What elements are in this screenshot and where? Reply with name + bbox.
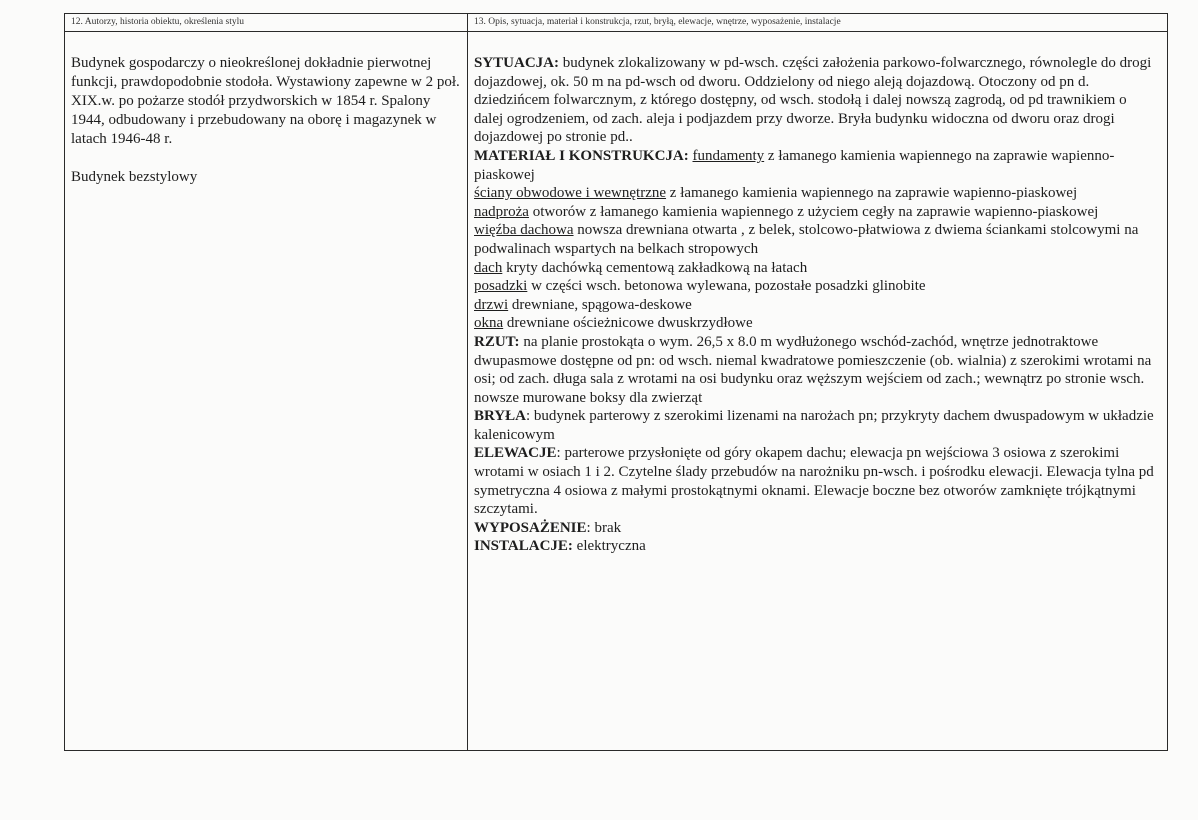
material-term: dach bbox=[474, 259, 503, 276]
description-header: 13. Opis, sytuacja, materiał i konstrukcja, rzut, bryłą, elewacje, wnętrze, wyposażenie, instalacje bbox=[468, 14, 1167, 32]
material-text: drewniane, spągowa-deskowe bbox=[508, 296, 692, 313]
installation-label: INSTALACJE: bbox=[474, 538, 573, 555]
material-term: posadzki bbox=[474, 278, 528, 295]
situation-label: SYTUACJA: bbox=[474, 55, 560, 71]
description-body bbox=[468, 32, 1167, 556]
elevation-paragraph bbox=[474, 444, 1157, 518]
style-text: Budynek bezstylowy bbox=[71, 169, 198, 185]
mass-label: BRYŁA bbox=[474, 408, 526, 425]
installation-text: elektryczna bbox=[572, 538, 646, 555]
material-item bbox=[474, 203, 1157, 222]
material-label: MATERIAŁ I KONSTRUKCJA: bbox=[474, 147, 689, 164]
material-item bbox=[474, 184, 1157, 203]
material-item bbox=[474, 221, 1157, 258]
material-text: z łamanego kamienia wapiennego na zaprawie wapienno-piaskowej bbox=[666, 185, 1078, 202]
plan-paragraph bbox=[474, 333, 1157, 407]
history-column bbox=[65, 14, 468, 750]
plan-text: na planie prostokąta o wym. 26,5 x 8.0 m wydłużonego wschód-zachód, wnętrze jednotraktowe dwupasmowe dostępne od pn: od wsch. niemal kwadratowe pomieszczenie (ob. wialnia) z szerokimi wrotami na osi; od zach. długa sala z wrotami na osi budynku oraz węższym wejściem od zach.; wewnątrz po stronie wsch. nowsze murowane boksy dla zwierząt bbox=[474, 333, 1152, 406]
history-header: 12. Autorzy, historia obiektu, określenia stylu bbox=[65, 14, 467, 32]
equipment-paragraph bbox=[474, 519, 1157, 538]
material-term: ściany obwodowe i wewnętrzne bbox=[474, 185, 667, 202]
material-term: okna bbox=[474, 315, 504, 332]
equipment-text: : brak bbox=[586, 519, 622, 536]
material-term: drzwi bbox=[474, 296, 509, 313]
elevation-label: ELEWACJE bbox=[474, 445, 557, 462]
material-text: w części wsch. betonowa wylewana, pozostałe posadzki glinobite bbox=[527, 278, 926, 295]
form-table bbox=[64, 13, 1168, 751]
material-term: nadproża bbox=[474, 203, 529, 220]
mass-paragraph bbox=[474, 407, 1157, 444]
material-item bbox=[474, 277, 1157, 296]
installation-paragraph bbox=[474, 537, 1157, 556]
material-text: z łamanego kamienia wapiennego na zaprawie wapienno-piaskowej bbox=[474, 147, 1115, 183]
elevation-text: : parterowe przysłonięte od góry okapem dachu; elewacja pn wejściowa 3 osiowa z szerokimi wrotami w osiach 1 i 2. Czytelne ślady przebudów na narożniku pn-wsch. i pośrodku elewacji. Elewacja tylna pd symetryczna 4 osiowa z małymi prostokątnymi oknami. Elewacje boczne bez otworów zamknięte trójkątnymi szczytami. bbox=[474, 445, 1154, 518]
material-item bbox=[474, 314, 1157, 333]
material-text: nowsza drewniana otwarta , z belek, stolcowo-płatwiowa z dwiema ściankami stolcowymi na podwalinach wspartych na belkach stropowych bbox=[474, 222, 1139, 257]
history-body bbox=[65, 32, 467, 187]
material-text: drewniane ościeżnicowe dwuskrzydłowe bbox=[503, 315, 753, 332]
history-text: Budynek gospodarczy o nieokreślonej dokładnie pierwotnej funkcji, prawdopodobnie stodoła. Wystawiony zapewne w 2 poł. XIX.w. po pożarze stodół przydworskich w 1854 r. Spalony 1944, odbudowany i przebudowany na oborę i magazynek w latach 1946-48 r. bbox=[71, 55, 460, 147]
material-item bbox=[474, 259, 1157, 278]
mass-text: : budynek parterowy z szerokimi lizenami na narożach pn; przykryty dachem dwuspadowym w układzie kalenicowym bbox=[474, 408, 1154, 443]
material-text: otworów z łamanego kamienia wapiennego z użyciem cegły na zaprawie wapienno-piaskowej bbox=[528, 203, 1099, 220]
equipment-label: WYPOSAŻENIE bbox=[474, 519, 587, 536]
situation-paragraph bbox=[474, 54, 1157, 147]
plan-label: RZUT: bbox=[474, 333, 520, 350]
material-heading bbox=[474, 147, 1157, 184]
description-column bbox=[468, 14, 1167, 750]
situation-text: budynek zlokalizowany w pd-wsch. części założenia parkowo-folwarcznego, równolegle do drogi dojazdowej, ok. 50 m na pd-wsch od dworu. Oddzielony od niego aleją dojazdową. Otoczony od pn d. dziedzińcem folwarcznym, z którego dostępny, od wsch. stodołą i dalej nowszą zagrodą, od pd trawnikiem o dalej ogrodzeniem, od zach. aleja i podjazdem przy dworze. Bryła budynku widoczna od dworu oraz drogi dojazdowej po stronie pd.. bbox=[474, 55, 1152, 146]
material-text: kryty dachówką cementową zakładkową na łatach bbox=[502, 259, 808, 276]
material-item bbox=[474, 296, 1157, 315]
material-term: więźba dachowa bbox=[474, 222, 574, 239]
material-term: fundamenty bbox=[692, 147, 765, 164]
